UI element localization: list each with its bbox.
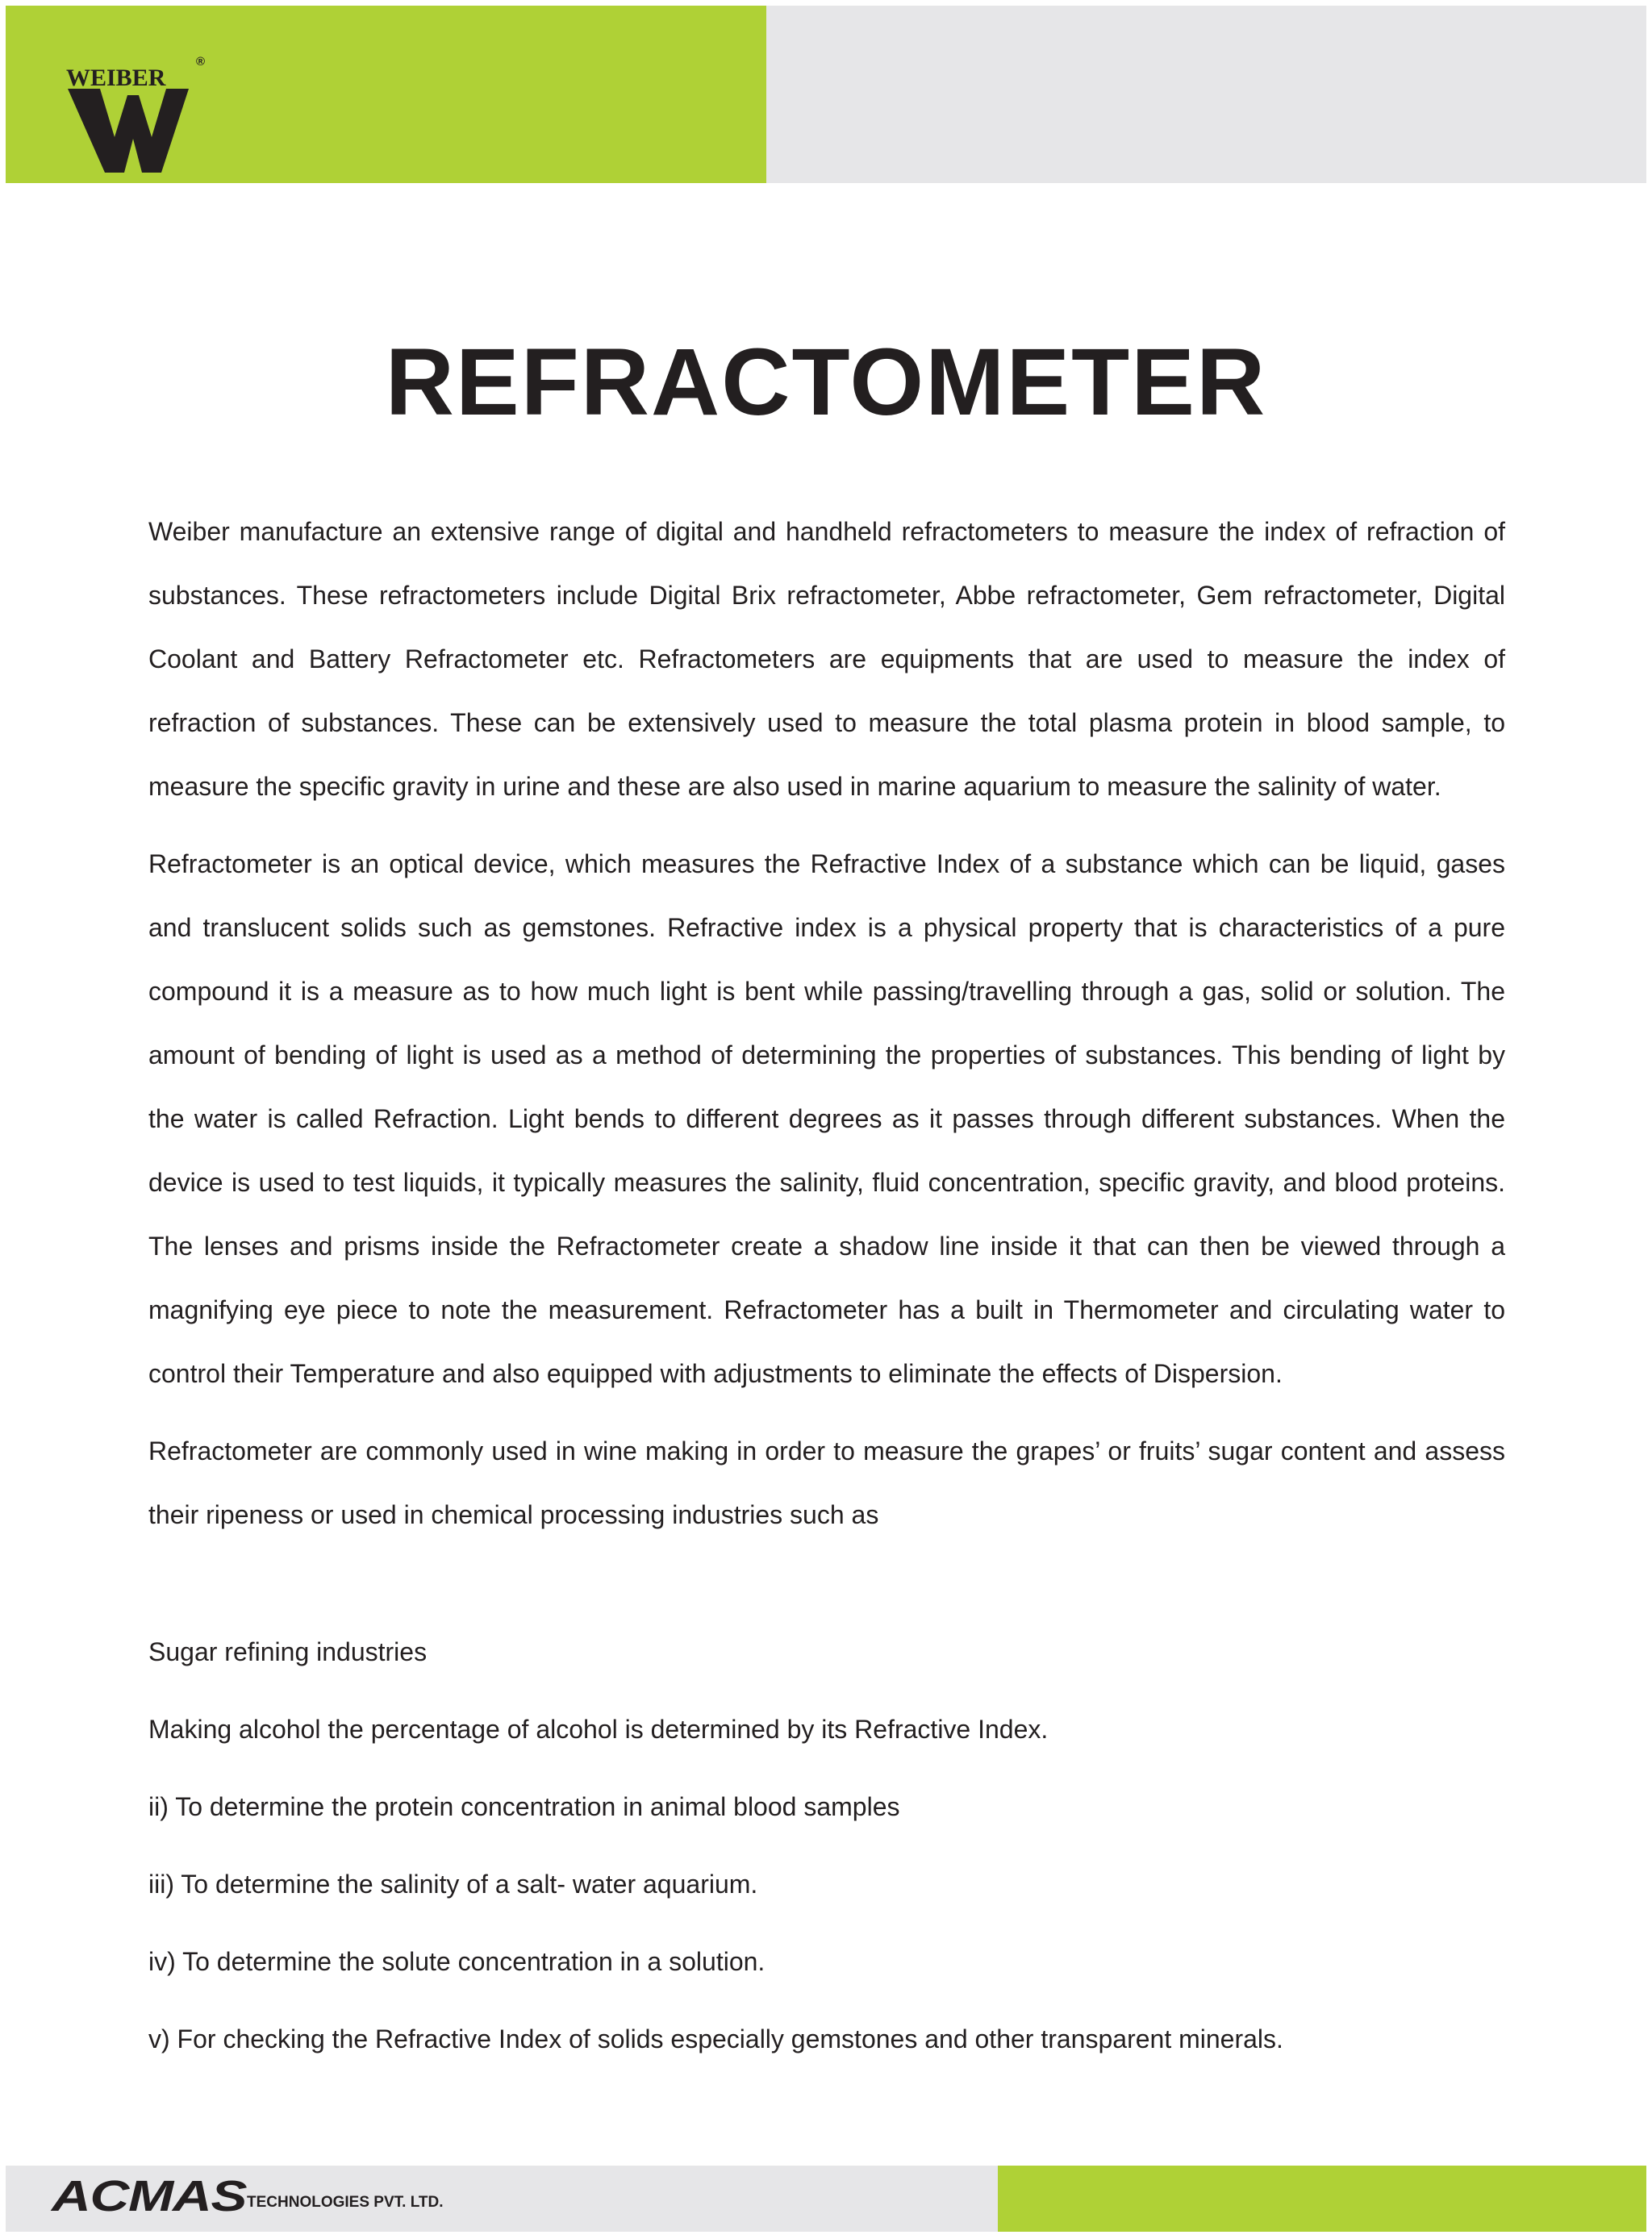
footer-green-band bbox=[998, 2166, 1646, 2232]
company-name: TECHNOLOGIES PVT. LTD. bbox=[247, 2194, 444, 2211]
registered-mark: ® bbox=[196, 55, 206, 69]
list-item: iv) To determine the solute concentration in a solution. bbox=[148, 1947, 766, 1976]
page-title: REFRACTOMETER bbox=[385, 329, 1267, 436]
header-gray-band bbox=[766, 6, 1646, 183]
logo-wordmark: WEIBER bbox=[66, 65, 166, 91]
intro-paragraphs bbox=[148, 500, 1505, 1547]
paragraph-1: Weiber manufacture an extensive range of digital and handheld refractometers to measure the index of refraction of substances. These refractometers include Digital Brix refractometer, Abbe refractometer, Gem refractometer, Digital Coolant and Battery Refractometer etc. Refractometers are equipments that are used to measure the index of refraction of substances. These can be extensively used to measure the total plasma protein in blood sample, to measure the specific gravity in urine and these are also used in marine aquarium to measure the salinity of water. bbox=[148, 517, 1505, 801]
list-item: ii) To determine the protein concentration in animal blood samples bbox=[148, 1792, 900, 1821]
paragraph-3: Refractometer are commonly used in wine making in order to measure the grapes’ or fruits’ sugar content and assess their ripeness or used in chemical processing industries such as bbox=[148, 1436, 1505, 1529]
list-item: Sugar refining industries bbox=[148, 1637, 428, 1666]
list-item: v) For checking the Refractive Index of solids especially gemstones and other transparent minerals. bbox=[148, 2024, 1283, 2053]
weiber-logo bbox=[65, 55, 226, 177]
list-item: Making alcohol the percentage of alcohol is determined by its Refractive Index. bbox=[148, 1715, 1049, 1744]
list-item: iii) To determine the salinity of a salt- water aquarium. bbox=[148, 1870, 758, 1899]
logo-w-icon bbox=[68, 89, 189, 173]
paragraph-2: Refractometer is an optical device, which measures the Refractive Index of a substance which can be liquid, gases and translucent solids such as gemstones. Refractive index is a physical property that is characteristics of a pure compound it is a measure as to how much light is bent while passing/travelling through a gas, solid or solution. The amount of bending of light is used as a method of determining the properties of substances. This bending of light by the water is called Refraction. Light bends to different degrees as it passes through different substances. When the device is used to test liquids, it typically measures the salinity, fluid concentration, specific gravity, and blood proteins. The lenses and prisms inside the Refractometer create a shadow line inside it that can then be viewed through a magnifying eye piece to note the measurement. Refractometer has a built in Thermometer and circulating water to control their Temperature and also equipped with adjustments to eliminate the effects of Dispersion. bbox=[148, 849, 1505, 1388]
acmas-logo: ACMAS bbox=[52, 2172, 247, 2220]
